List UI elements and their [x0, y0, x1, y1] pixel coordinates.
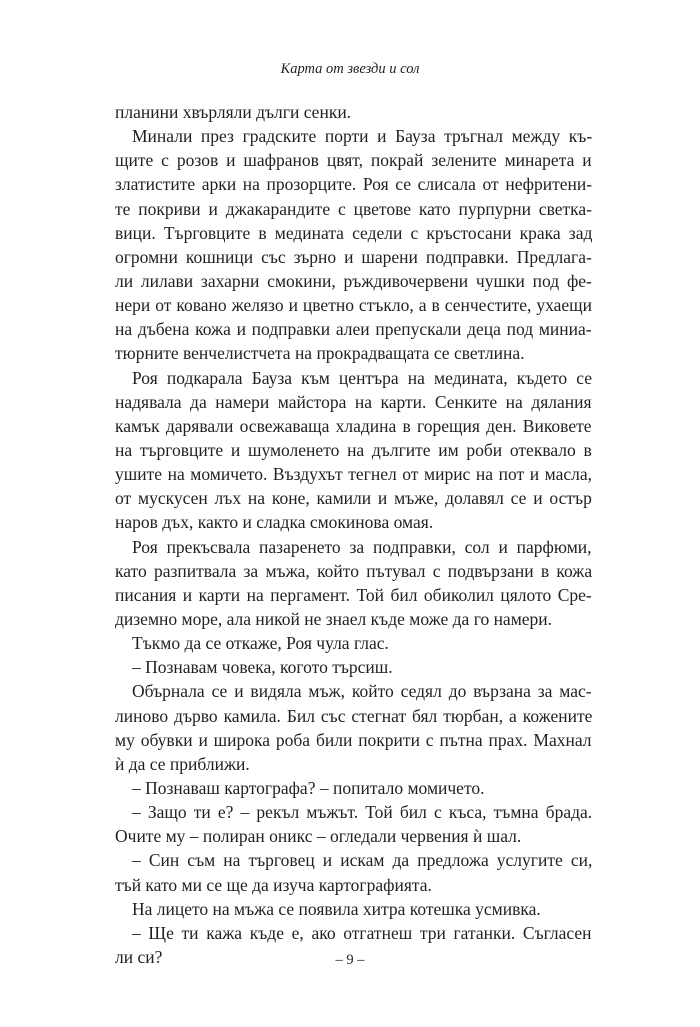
- text-line: – Защо ти е? – рекъл мъжът. Той бил с къса, тъмна брада.: [132, 802, 593, 823]
- text-line: вици. Търговците в медината седели с кръстосани крака зад: [115, 222, 593, 243]
- text-line: Обърнала се и видяла мъж, който седял до вързана за мас-: [132, 681, 592, 702]
- text-line: Тъкмо да се откаже, Роя чула глас.: [132, 633, 389, 654]
- text-line: ли си?: [115, 946, 163, 967]
- text-line: тюрните венчелистчета на прокрадващата се светлина.: [115, 343, 525, 364]
- text-line: – Познавам човека, когото търсиш.: [132, 657, 393, 678]
- body-text: [115, 100, 592, 969]
- text-line: – Ще ти кажа къде е, ако отгатнеш три гатанки. Съгласен: [132, 922, 592, 943]
- text-line: надявала да намери майстора на карти. Сенките на дялания: [115, 391, 592, 412]
- text-line: – Познаваш картографа? – попитало момичето.: [132, 777, 485, 798]
- text-line: На лицето на мъжа се появила хитра котешка усмивка.: [132, 898, 541, 919]
- text-line: щите с розов и шафранов цвят, покрай зелените минарета и: [115, 150, 592, 171]
- text-line: наров дъх, както и сладка смокинова омая.: [115, 512, 434, 533]
- text-line: ушите на момичето. Въздухът тегнел от мирис на пот и масла,: [115, 464, 593, 485]
- text-line: от мускусен лъх на коне, камили и мъже, долавял се и остър: [115, 488, 592, 509]
- text-line: на дъбена кожа и подправки алеи препускали деца под миниа-: [115, 319, 592, 340]
- text-line: Очите му – полиран оникс – огледали червения ѝ шал.: [115, 826, 522, 847]
- text-line: Роя прекъсвала пазаренето за подправки, сол и парфюми,: [132, 536, 592, 557]
- text-line: огромни кошници със зърно и шарени подправки. Предлага-: [115, 246, 592, 267]
- text-line: Минали през градските порти и Бауза тръгнал между къ-: [132, 126, 593, 147]
- text-line: на търговците и шумоленето на дългите им роби отеквало в: [115, 439, 592, 460]
- text-line: писания и карти на пергамент. Той бил обиколил цялото Сре-: [115, 584, 592, 605]
- text-line: нери от ковано желязо и цветно стъкло, а в сенчестите, ухаещи: [115, 295, 593, 316]
- text-line: Роя подкарала Бауза към центъра на медината, където се: [132, 367, 592, 388]
- text-line: те покриви и джакарандите с цветове като пурпурни светка-: [115, 198, 592, 219]
- text-line: линово дърво камила. Бил със стегнат бял тюрбан, а кожените: [115, 705, 593, 726]
- page-number: – 9 –: [335, 952, 365, 968]
- text-line: като разпитвала за мъжа, който пътувал с подвързани в кожа: [115, 560, 593, 581]
- text-line: камък дарявали освежаваща хладина в горещия ден. Виковете: [115, 415, 592, 436]
- running-head: Карта от звезди и сол: [280, 61, 420, 77]
- text-line: ѝ да се приближи.: [115, 753, 250, 774]
- text-line: му обувки и широка роба били покрити с пътна прах. Махнал: [115, 729, 592, 750]
- text-line: – Син съм на търговец и искам да предложа услугите си,: [132, 850, 593, 871]
- text-line: ли лилави захарни смокини, ръждивочервени чушки под фе-: [115, 270, 592, 291]
- text-line: тъй като ми се ще да изуча картографията.: [115, 874, 432, 895]
- text-line: златистите арки на прозорците. Роя се слисала от нефритени-: [115, 174, 593, 195]
- text-line: диземно море, ала никой не знаел къде може да го намери.: [115, 608, 553, 629]
- text-line: планини хвърляли дълги сенки.: [115, 102, 352, 122]
